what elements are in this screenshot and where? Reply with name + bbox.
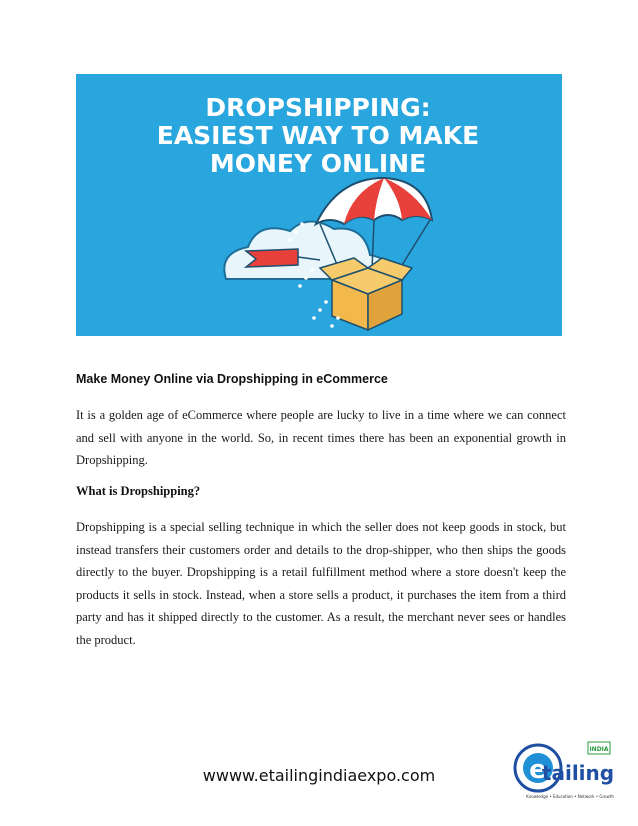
svg-text:tailing: tailing — [541, 761, 615, 785]
hero-title-line-3: MONEY ONLINE — [209, 149, 427, 178]
svg-text:e: e — [529, 755, 547, 785]
package-icon — [320, 258, 412, 330]
section-subheading: What is Dropshipping? — [76, 484, 201, 498]
footer-website-url[interactable]: wwww.etailingindiaexpo.com — [202, 766, 436, 785]
definition-paragraph: Dropshipping is a special selling technique in which the seller does not keep goods in stock, but instead transfers their customers order and details to the drop-shipper, who then ships the goods directly to the buyer. Dropshipping is a retail fulfillment method where a store doesn't keep the products it sells in stock. Instead, when a store sells a product, it purchases the item from a third party and has it shipped directly to the customer. As a result, the merchant never sees or handles the product. — [76, 520, 566, 647]
hero-title-line-2: EASIEST WAY TO MAKE — [156, 121, 480, 150]
svg-text:INDIA: INDIA — [589, 746, 609, 753]
intro-paragraph: It is a golden age of eCommerce where people are lucky to live in a time where we can connect and sell with anyone in the world. So, in recent times there has been an exponential growth in Dropshipping. — [76, 408, 566, 467]
svg-text:Knowledge • Education • Networ: Knowledge • Education • Network • Growth — [526, 794, 614, 799]
article-heading: Make Money Online via Dropshipping in eCommerce — [76, 372, 388, 386]
etailing-logo — [512, 736, 616, 806]
hero-banner-image — [76, 74, 562, 336]
hero-title-line-1: DROPSHIPPING: — [205, 93, 431, 122]
